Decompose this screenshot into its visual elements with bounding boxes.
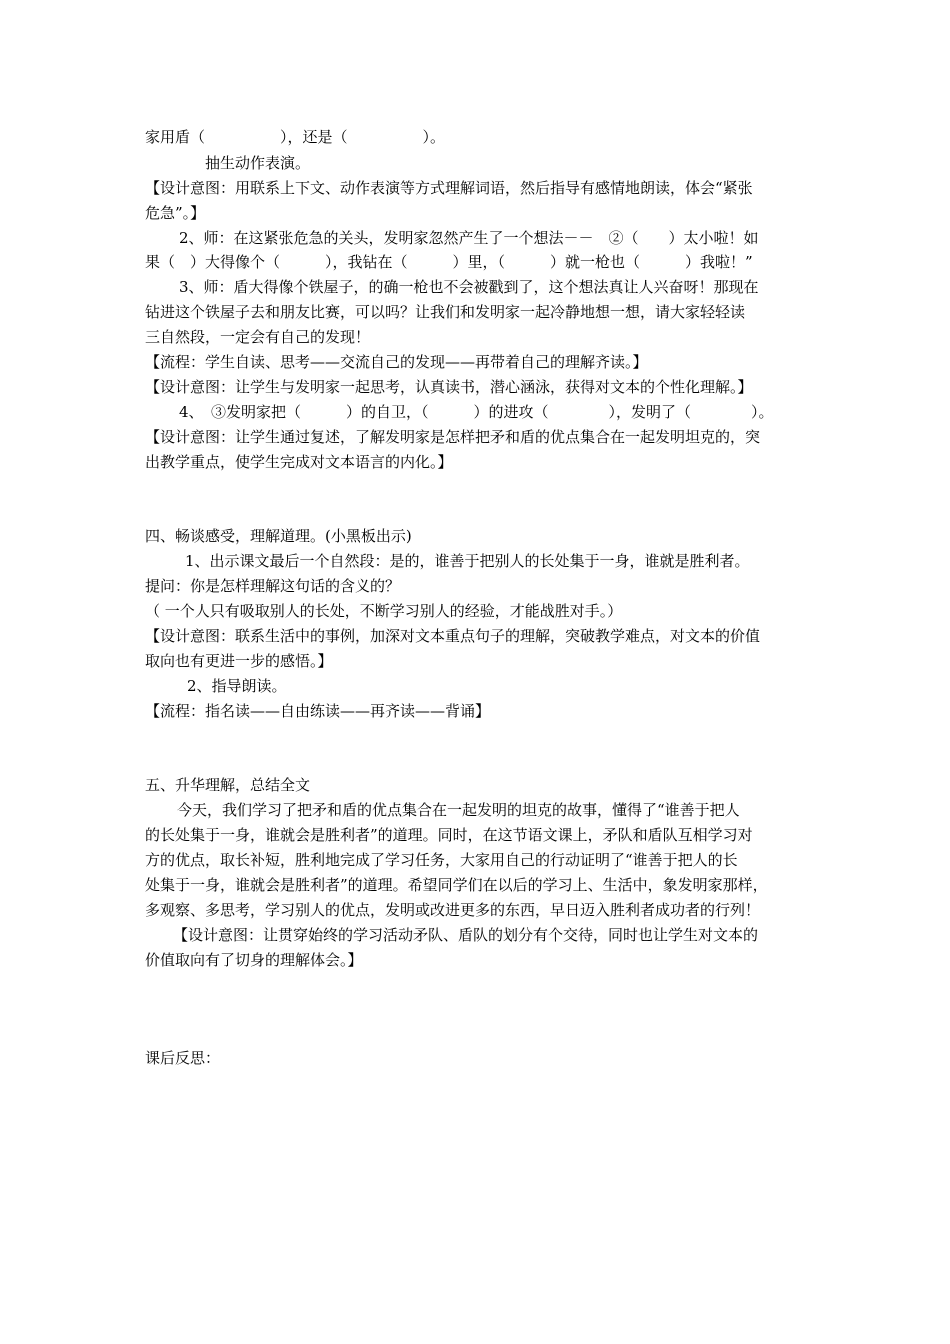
text-line: 【流程：学生自读、思考——交流自己的发现——再带着自己的理解齐读。】 <box>145 353 648 371</box>
text-line: 3、师：盾大得像个铁屋子，的确一枪也不会被戳到了，这个想法真让人兴奋呀！那现在 <box>179 278 759 296</box>
text-line: 抽生动作表演。 <box>205 154 311 172</box>
text-line: 钻进这个铁屋子去和朋友比赛，可以吗？让我们和发明家一起冷静地想一想，请大家轻轻读 <box>145 303 746 321</box>
section-heading: 四、畅谈感受，理解道理。(小黑板出示) <box>145 527 412 545</box>
text-line: 取向也有更进一步的感悟。】 <box>145 652 333 670</box>
text-line: 三自然段，一定会有自己的发现！ <box>145 328 371 346</box>
text-line: 【设计意图：让贯穿始终的学习活动矛队、盾队的划分有个交待，同时也让学生对文本的 <box>173 926 759 944</box>
text-line: 家用盾（ ），还是（ ）。 <box>145 128 446 146</box>
text-line: 提问：你是怎样理解这句话的含义的？ <box>145 577 401 595</box>
text-line: 【设计意图：让学生通过复述，了解发明家是怎样把矛和盾的优点集合在一起发明坦克的，突 <box>145 428 761 446</box>
reflection-heading: 课后反思： <box>145 1049 221 1067</box>
text-line: 多观察、多思考，学习别人的优点，发明或改进更多的东西，早日迈入胜利者成功者的行列！ <box>145 901 761 919</box>
text-line: 【设计意图：用联系上下文、动作表演等方式理解词语，然后指导有感情地朗读，体会“紧张 <box>145 179 753 197</box>
text-line: 的长处集于一身，谁就会是胜利者”的道理。同时，在这节语文课上，矛队和盾队互相学习对 <box>145 826 753 844</box>
text-line: 价值取向有了切身的理解体会。】 <box>145 951 363 969</box>
text-line: 危急”。】 <box>145 204 206 222</box>
text-line: 1、出示课文最后一个自然段：是的，谁善于把别人的长处集于一身，谁就是胜利者。 <box>185 552 750 570</box>
text-line: 4、 ③发明家把（ ）的自卫，（ ）的进攻（ ），发明了（ ）。 <box>179 403 774 421</box>
text-line: 【设计意图：联系生活中的事例，加深对文本重点句子的理解，突破教学难点，对文本的价值 <box>145 627 761 645</box>
text-line: 今天，我们学习了把矛和盾的优点集合在一起发明的坦克的故事，懂得了“谁善于把人 <box>177 801 740 819</box>
section-heading: 五、升华理解，总结全文 <box>145 776 311 794</box>
text-line: 出教学重点，使学生完成对文本语言的内化。】 <box>145 453 453 471</box>
text-line: 2、师：在这紧张危急的关头，发明家忽然产生了一个想法－－ ②（ ）太小啦！如 <box>179 229 759 247</box>
text-line: 方的优点，取长补短，胜利地完成了学习任务，大家用自己的行动证明了“谁善于把人的长 <box>145 851 738 869</box>
text-line: 2、指导朗读。 <box>187 677 287 695</box>
text-line: 【流程：指名读——自由练读——再齐读——背诵】 <box>145 702 491 720</box>
text-line: 果（ ）大得像个（ ），我钻在（ ）里，（ ）就一枪也（ ）我啦！” <box>145 253 753 271</box>
text-line: 【设计意图：让学生与发明家一起思考，认真读书，潜心涵泳，获得对文本的个性化理解。】 <box>145 378 753 396</box>
text-line: 处集于一身，谁就会是胜利者”的道理。希望同学们在以后的学习上、生活中，象发明家那样， <box>145 876 768 894</box>
text-line: （ 一个人只有吸取别人的长处，不断学习别人的经验，才能战胜对手。） <box>145 602 623 620</box>
